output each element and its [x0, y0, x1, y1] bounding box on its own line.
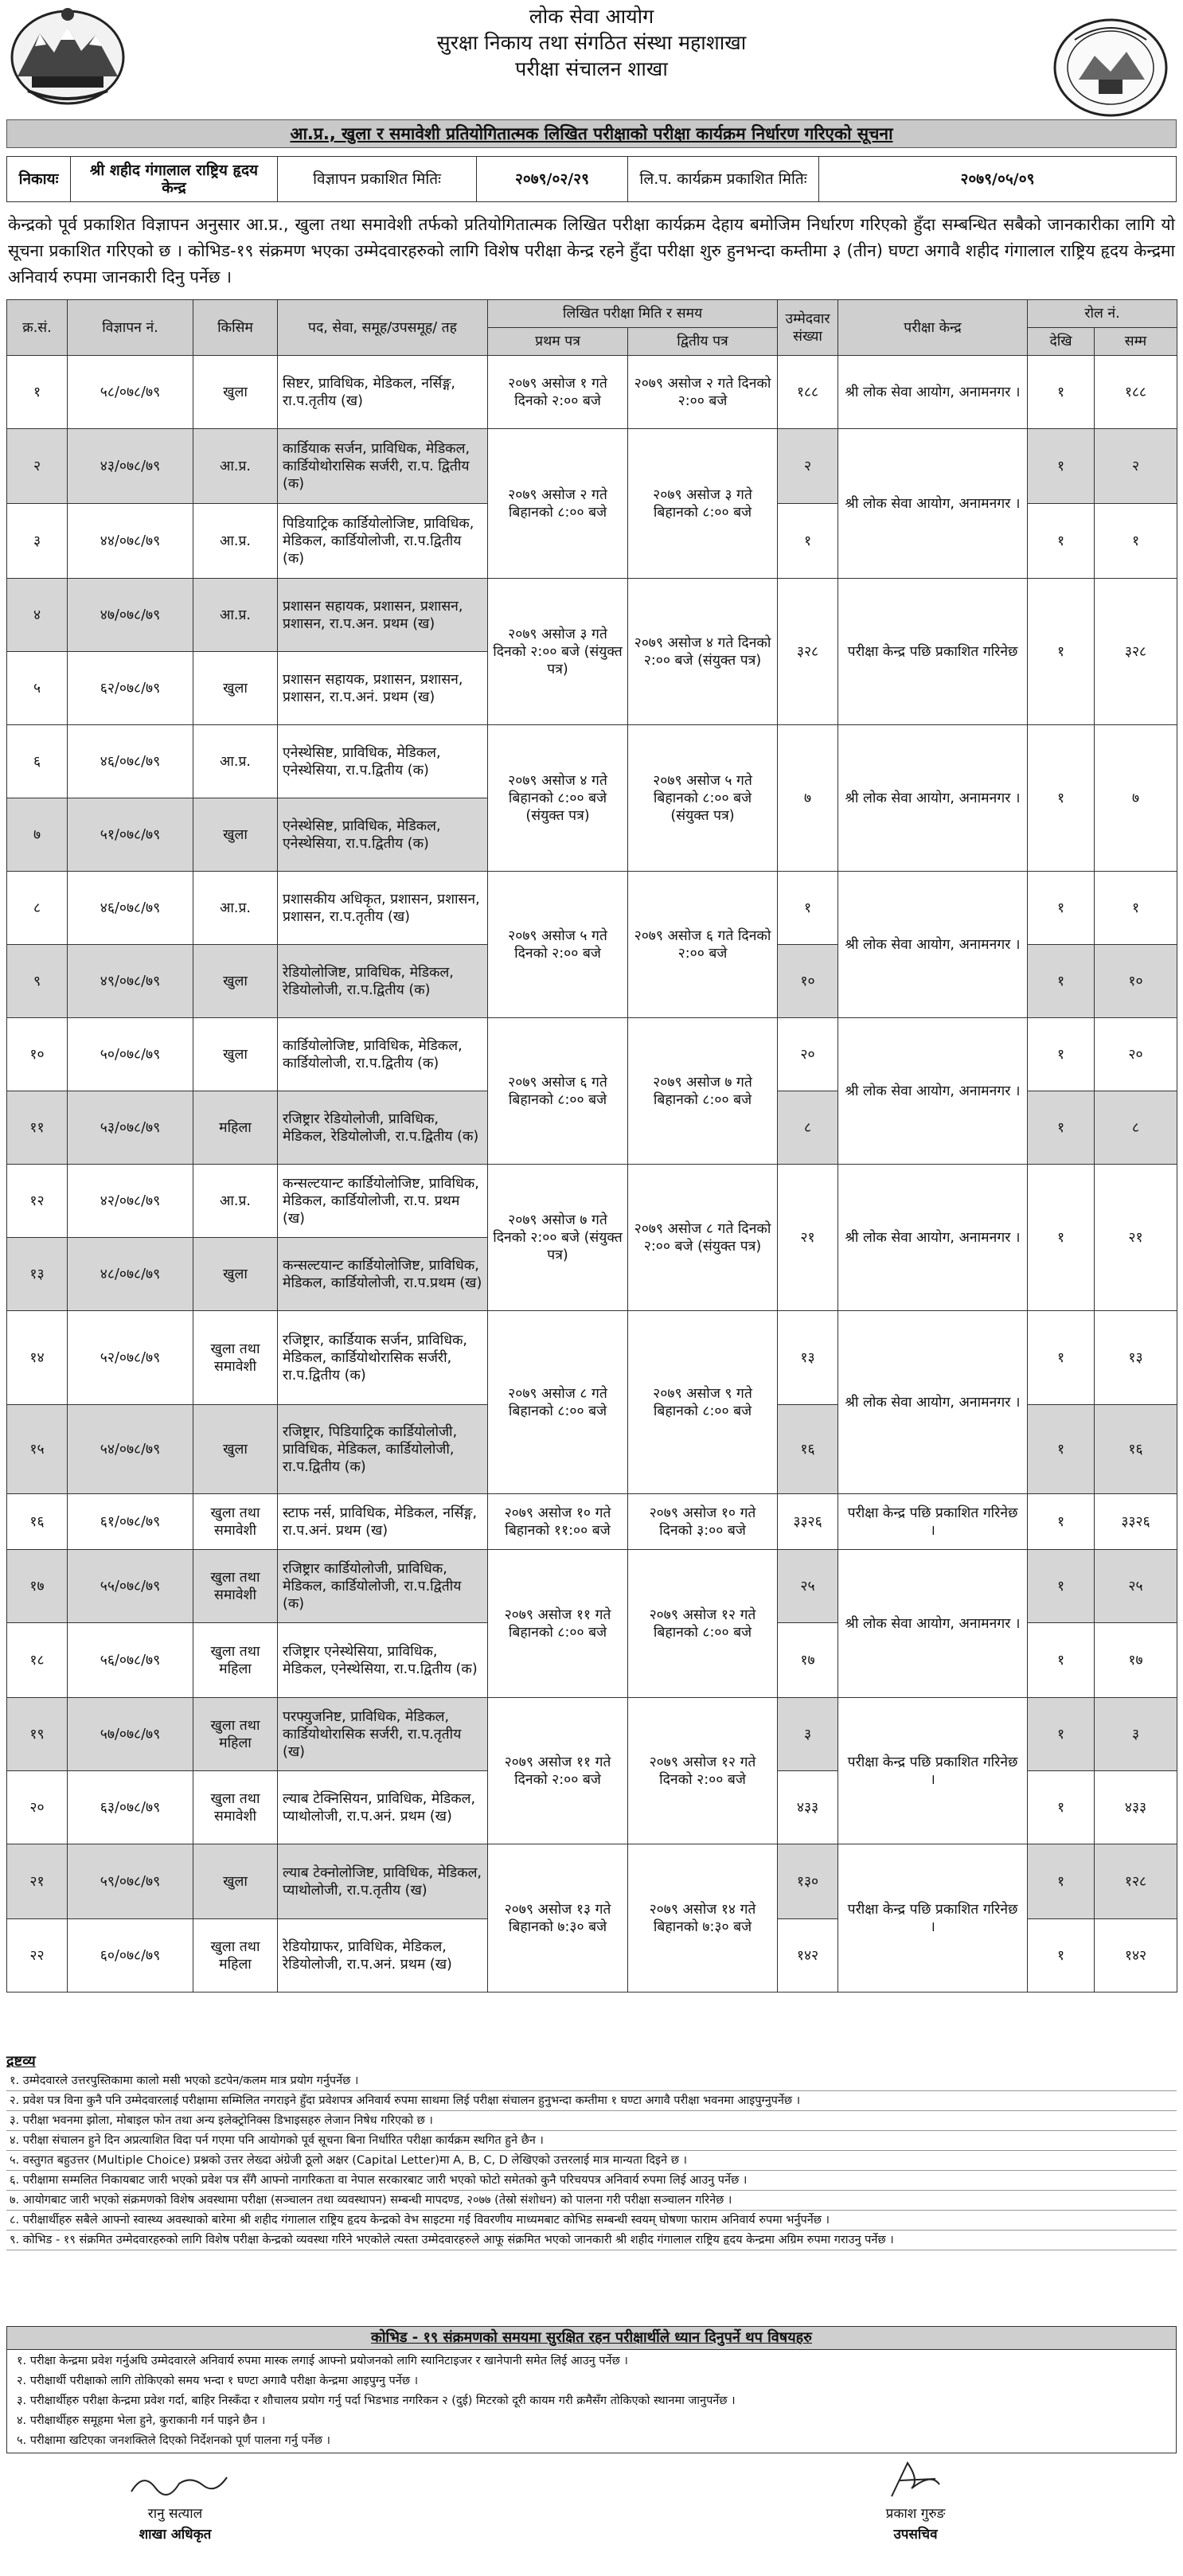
cell-roll-to: १६	[1095, 1405, 1177, 1494]
cell-type: खुला तथा समावेशी	[193, 1771, 278, 1844]
prog-date-value: २०७९/०५/०९	[960, 170, 1035, 188]
cell-count: ३२८	[778, 579, 838, 725]
table-row	[7, 429, 1177, 504]
cell-type: खुला	[193, 356, 278, 429]
cell-type: खुला	[193, 652, 278, 725]
cell-paper1: २०७९ असोज ७ गते दिनको २:०० बजे (संयुक्त पत्र)	[488, 1165, 628, 1311]
cell-type: आ.प्र.	[193, 429, 278, 504]
cell-post: रेडियोलोजिष्ट, प्राविधिक, मेडिकल, रेडियोलोजी, रा.प.द्वितीय (क)	[278, 945, 488, 1018]
cell-sn: ३	[7, 504, 68, 579]
cell-adv: ५५/०७८/७९	[68, 1550, 193, 1623]
header-line-1: लोक सेवा आयोग	[529, 5, 654, 28]
covid-item: २. परीक्षार्थी परीक्षाको लागि तोकिएको समय भन्दा १ घण्टा अगावै परीक्षा केन्द्रमा आइपुग्नु पर्नेछ ।	[17, 2375, 419, 2387]
left-signatory-title: शाखा अधिकृत	[139, 2527, 212, 2543]
table-row	[7, 1311, 1177, 1405]
cell-adv: ५८/०७८/७९	[68, 356, 193, 429]
note-item: ६. परीक्षामा सम्मलित निकायबाट जारी भएको प्रवेश पत्र सँगै आफ्नो नागरिकता वा नेपाल सरकारबाट जारी भएको फोटो समेतको कुनै परिचयपत्र अनिवार्य रुपमा लिई आउनु पर्नेछ ।	[6, 2171, 1177, 2191]
cell-count: २	[778, 429, 838, 504]
header-adv: विज्ञापन नं.	[68, 300, 193, 356]
covid-item: ३. परीक्षार्थीहरु परीक्षा केन्द्रमा प्रवेश गर्दा, बाहिर निस्कँदा र शौचालय प्रयोग गर्नु पर्दा भिडभाड नगरिकन २ (दुई) मिटरको दूरी कायम गरी क्रमैसँग तोकिएको स्थानमा जानुपर्नेछ ।	[17, 2395, 736, 2407]
cell-roll-from: १	[1028, 1623, 1095, 1698]
note-item: ५. वस्तुगत बहुउत्तर (Multiple Choice) प्रश्नको उत्तर लेख्दा अंग्रेजी ठूलो अक्षर (Capital Letter)मा A, B, C, D लेखिएको उत्तरलाई मात्र मान्यता दिइने छ ।	[6, 2151, 1177, 2171]
cell-post: पिडियाट्रिक कार्डियोलोजिष्ट, प्राविधिक, मेडिकल, कार्डियोलोजी, रा.प.द्वितीय (क)	[278, 504, 488, 579]
cell-post: ल्याब टेक्नोलोजिष्ट, प्राविधिक, मेडिकल, प्याथोलोजी, रा.प.तृतीय (ख)	[278, 1844, 488, 1919]
cell-adv: ५६/०७८/७९	[68, 1623, 193, 1698]
cell-roll-from: १	[1028, 504, 1095, 579]
cell-center: श्री लोक सेवा आयोग, अनामनगर ।	[838, 1550, 1028, 1698]
notes-heading: द्रष्टव्य	[6, 2053, 36, 2070]
note-item: ४. परीक्षा संचालन हुने दिन अप्रत्याशित विदा पर्न गएमा पनि आयोगको पूर्व सूचना बिना निर्धारित परीक्षा कार्यक्रम स्थगित हुने छैन ।	[6, 2131, 1177, 2151]
table-row	[7, 579, 1177, 652]
cell-count: ३३२६	[778, 1494, 838, 1550]
cell-roll-from: १	[1028, 1698, 1095, 1771]
cell-roll-to: १३	[1095, 1311, 1177, 1405]
cell-center: श्री लोक सेवा आयोग, अनामनगर ।	[838, 356, 1028, 429]
cell-sn: ७	[7, 798, 68, 872]
cell-post: स्टाफ नर्स, प्राविधिक, मेडिकल, नर्सिङ्ग, रा.प.अनं. प्रथम (ख)	[278, 1494, 488, 1550]
cell-count: १३	[778, 1311, 838, 1405]
cell-sn: १७	[7, 1550, 68, 1623]
cell-count: १०	[778, 945, 838, 1018]
cell-paper1: २०७९ असोज १ गते दिनको २:०० बजे	[488, 356, 628, 429]
cell-sn: १०	[7, 1018, 68, 1091]
cell-count: ३	[778, 1698, 838, 1771]
cell-adv: ४६/०७८/७९	[68, 872, 193, 945]
cell-adv: ४९/०७८/७९	[68, 945, 193, 1018]
cell-type: खुला	[193, 945, 278, 1018]
prog-date-label: लि.प. कार्यक्रम प्रकाशित मितिः	[628, 157, 819, 201]
cell-type: आ.प्र.	[193, 725, 278, 798]
header-type: किसिम	[193, 300, 278, 356]
header-paper2: द्वितीय पत्र	[628, 328, 778, 356]
cell-center: श्री लोक सेवा आयोग, अनामनगर ।	[838, 1311, 1028, 1494]
cell-center: श्री लोक सेवा आयोग, अनामनगर ।	[838, 1018, 1028, 1165]
cell-roll-from: १	[1028, 429, 1095, 504]
cell-sn: ४	[7, 579, 68, 652]
covid-guidelines-box	[6, 2326, 1177, 2453]
cell-type: महिला	[193, 1091, 278, 1165]
cell-paper2: २०७९ असोज ६ गते दिनको २:०० बजे	[628, 872, 778, 1018]
table-row	[7, 1018, 1177, 1091]
cell-type: खुला तथा समावेशी	[193, 1550, 278, 1623]
cell-roll-to: २१	[1095, 1165, 1177, 1311]
cell-paper1: २०७९ असोज ५ गते दिनको २:०० बजे	[488, 872, 628, 1018]
cell-sn: ५	[7, 652, 68, 725]
cell-roll-to: २०	[1095, 1018, 1177, 1091]
cell-sn: २०	[7, 1771, 68, 1844]
cell-count: १८८	[778, 356, 838, 429]
cell-paper2: २०७९ असोज २ गते दिनको २:०० बजे	[628, 356, 778, 429]
cell-count: १	[778, 872, 838, 945]
cell-center: परीक्षा केन्द्र पछि प्रकाशित गरिनेछ ।	[838, 1494, 1028, 1550]
cell-post: कन्सल्टयान्ट कार्डियोलोजिष्ट, प्राविधिक, मेडिकल, कार्डियोलोजी, रा.प. प्रथम (ख)	[278, 1165, 488, 1238]
cell-adv: ६३/०७८/७९	[68, 1771, 193, 1844]
cell-roll-from: १	[1028, 945, 1095, 1018]
note-item: १. उम्मेदवारले उत्तरपुस्तिकामा कालो मसी भएको डटपेन/कलम मात्र प्रयोग गर्नुपर्नेछ ।	[6, 2071, 1177, 2091]
right-signature-icon	[876, 2457, 955, 2504]
cell-roll-from: १	[1028, 725, 1095, 872]
cell-adv: ४४/०७८/७९	[68, 504, 193, 579]
table-row	[7, 1698, 1177, 1771]
cell-center: परीक्षा केन्द्र पछि प्रकाशित गरिनेछ ।	[838, 1698, 1028, 1844]
cell-roll-from: १	[1028, 1844, 1095, 1919]
note-item: ७. आयोगबाट जारी भएको संक्रमणको विशेष अवस्थामा परीक्षा (सञ्चालन तथा व्यवस्थापन) सम्बन्धी मापदण्ड, २०७७ (तेस्रो संशोधन) को पालना गरी परीक्षा सञ्चालन गरिनेछ ।	[6, 2191, 1177, 2211]
cell-count: ७	[778, 725, 838, 872]
cell-adv: ६१/०७८/७९	[68, 1494, 193, 1550]
cell-roll-to: ३३२६	[1095, 1494, 1177, 1550]
header-paper1: प्रथम पत्र	[488, 328, 628, 356]
adv-date-value: २०७९/०२/२९	[477, 157, 628, 201]
cell-sn: २२	[7, 1919, 68, 1992]
cell-roll-from: १	[1028, 579, 1095, 725]
cell-roll-from: १	[1028, 1165, 1095, 1311]
cell-post: रेडियोग्राफर, प्राविधिक, मेडिकल, रेडियोलोजी, रा.प.अनं. प्रथम (ख)	[278, 1919, 488, 1992]
header-sn: क्र.सं.	[7, 300, 68, 356]
cell-center: श्री लोक सेवा आयोग, अनामनगर ।	[838, 429, 1028, 579]
cell-paper1: २०७९ असोज ११ गते बिहानको ८:०० बजे	[488, 1550, 628, 1698]
cell-paper2: २०७९ असोज ३ गते बिहानको ८:०० बजे	[628, 429, 778, 579]
header-from: देखि	[1028, 328, 1095, 356]
cell-sn: १	[7, 356, 68, 429]
cell-count: १	[778, 504, 838, 579]
cell-type: आ.प्र.	[193, 504, 278, 579]
cell-sn: ८	[7, 872, 68, 945]
info-row	[6, 156, 1177, 202]
cell-paper1: २०७९ असोज १० गते बिहानको ११:०० बजे	[488, 1494, 628, 1550]
cell-type: खुला तथा महिला	[193, 1623, 278, 1698]
cell-count: १६	[778, 1405, 838, 1494]
table-row	[7, 1844, 1177, 1919]
psc-logo-icon	[1051, 16, 1170, 119]
header-post: पद, सेवा, समूह/उपसमूह/ तह	[278, 300, 488, 356]
cell-type: खुला	[193, 1405, 278, 1494]
cell-roll-to: ३२८	[1095, 579, 1177, 725]
cell-adv: ५७/०७८/७९	[68, 1698, 193, 1771]
cell-sn: १९	[7, 1698, 68, 1771]
left-signatory-name: रानु सत्याल	[147, 2506, 203, 2522]
cell-type: आ.प्र.	[193, 1165, 278, 1238]
cell-center: श्री लोक सेवा आयोग, अनामनगर ।	[838, 872, 1028, 1018]
right-signatory-title: उपसचिव	[893, 2527, 938, 2543]
cell-roll-from: १	[1028, 1405, 1095, 1494]
cell-type: खुला तथा महिला	[193, 1698, 278, 1771]
cell-type: खुला	[193, 798, 278, 872]
cell-post: परफ्युजनिष्ट, प्राविधिक, मेडिकल, कार्डियोथोरासिक सर्जरी, रा.प.तृतीय (ख)	[278, 1698, 488, 1771]
intro-paragraph: केन्द्रको पूर्व प्रकाशित विज्ञापन अनुसार आ.प्र., खुला तथा समावेशी तर्फको प्रतियोगितात्मक लिखित परीक्षा कार्यक्रम देहाय बमोजिम निर्धारण गरिएको हुँदा सम्बन्धित सबैको जानकारीका लागि यो सूचना प्रकाशित गरिएको छ । कोभिड-१९ संक्रमण भएका उम्मेदवारहरुको लागि विशेष परीक्षा केन्द्र रहने हुँदा परीक्षा शुरु हुनभन्दा कम्तीमा ३ (तीन) घण्टा अगावै शहीद गंगालाल राष्ट्रिय हृदय केन्द्रमा अनिवार्य रुपमा जानकारी दिनु पर्नेछ ।	[8, 215, 1175, 287]
cell-roll-to: ८	[1095, 1091, 1177, 1165]
cell-type: खुला	[193, 1018, 278, 1091]
note-item: ९. कोभिड - १९ संक्रमित उम्मेदवारहरुको लागि विशेष परीक्षा केन्द्रको व्यवस्था गरिने भएकोले त्यस्ता उम्मेदवारहरुले आफू संक्रमित भएको जानकारी श्री शहीद गंगालाल राष्ट्रिय हृदय केन्द्रमा अग्रिम रुपमा गराउनु पर्नेछ ।	[6, 2231, 1177, 2250]
cell-roll-from: १	[1028, 1771, 1095, 1844]
cell-post: एनेस्थेसिष्ट, प्राविधिक, मेडिकल, एनेस्थेसिया, रा.प.द्वितीय (क)	[278, 725, 488, 798]
cell-type: खुला तथा समावेशी	[193, 1494, 278, 1550]
cell-adv: ५९/०७८/७९	[68, 1844, 193, 1919]
cell-sn: १३	[7, 1238, 68, 1311]
cell-sn: १८	[7, 1623, 68, 1698]
cell-roll-from: १	[1028, 356, 1095, 429]
exam-schedule-table	[6, 299, 1177, 1992]
cell-post: प्रशासकीय अधिकृत, प्रशासन, प्रशासन, प्रशासन, रा.प.तृतीय (ख)	[278, 872, 488, 945]
notes-section	[6, 2052, 1177, 2250]
cell-paper2: २०७९ असोज १२ गते बिहानको ८:०० बजे	[628, 1550, 778, 1698]
covid-list	[7, 2350, 1176, 2453]
covid-item: ५. परीक्षामा खटिएका जनशक्तिले दिएको निर्देशनको पूर्ण पालना गर्नु पर्नेछ ।	[17, 2434, 331, 2447]
cell-post: रजिष्ट्रार रेडियोलोजी, प्राविधिक, मेडिकल, रेडियोलोजी, रा.प.द्वितीय (क)	[278, 1091, 488, 1165]
cell-sn: ६	[7, 725, 68, 798]
notice-title-bar	[6, 119, 1177, 148]
cell-sn: ११	[7, 1091, 68, 1165]
covid-item: ४. परीक्षार्थीहरु समूहमा भेला हुने, कुराकानी गर्न पाइने छैन ।	[17, 2414, 266, 2427]
notice-title: आ.प्र., खुला र समावेशी प्रतियोगितात्मक लिखित परीक्षाको परीक्षा कार्यक्रम निर्धारण गरिएको सूचना	[290, 124, 893, 143]
cell-sn: १५	[7, 1405, 68, 1494]
cell-sn: २१	[7, 1844, 68, 1919]
cell-post: रजिष्ट्रार, कार्डियाक सर्जन, प्राविधिक, मेडिकल, कार्डियोथोरासिक सर्जरी, रा.प.द्वितीय (क)	[278, 1311, 488, 1405]
cell-adv: ४२/०७८/७९	[68, 1165, 193, 1238]
table-row	[7, 725, 1177, 798]
cell-adv: ५१/०७८/७९	[68, 798, 193, 872]
cell-count: ८	[778, 1091, 838, 1165]
cell-roll-to: १	[1095, 504, 1177, 579]
cell-roll-to: ७	[1095, 725, 1177, 872]
cell-paper2: २०७९ असोज १४ गते बिहानको ७:३० बजे	[628, 1844, 778, 1992]
cell-roll-from: १	[1028, 1494, 1095, 1550]
cell-count: २५	[778, 1550, 838, 1623]
cell-paper2: २०७९ असोज ९ गते बिहानको ८:०० बजे	[628, 1311, 778, 1494]
org-label: निकायः	[7, 157, 71, 201]
cell-post: प्रशासन सहायक, प्रशासन, प्रशासन, प्रशासन, रा.प.अन. प्रथम (ख)	[278, 579, 488, 652]
cell-post: कार्डियोलोजिष्ट, प्राविधिक, मेडिकल, कार्डियोलोजी, रा.प.द्वितीय (क)	[278, 1018, 488, 1091]
cell-adv: ६०/०७८/७९	[68, 1919, 193, 1992]
header-center: परीक्षा केन्द्र	[838, 300, 1028, 356]
cell-center: परीक्षा केन्द्र पछि प्रकाशित गरिनेछ	[838, 579, 1028, 725]
cell-sn: १४	[7, 1311, 68, 1405]
cell-paper1: २०७९ असोज २ गते बिहानको ८:०० बजे	[488, 429, 628, 579]
cell-post: रजिष्ट्रार, पिडियाट्रिक कार्डियोलोजी, प्राविधिक, मेडिकल, कार्डियोलोजी, रा.प.द्वितीय (क)	[278, 1405, 488, 1494]
header-written: लिखित परीक्षा मिति र समय	[488, 300, 778, 328]
cell-roll-from: १	[1028, 1550, 1095, 1623]
cell-adv: ५४/०७८/७९	[68, 1405, 193, 1494]
cell-adv: ४७/०७८/७९	[68, 579, 193, 652]
cell-adv: ६२/०७८/७९	[68, 652, 193, 725]
header-count: उम्मेदवार संख्या	[778, 300, 838, 356]
cell-roll-to: १४२	[1095, 1919, 1177, 1992]
cell-sn: २	[7, 429, 68, 504]
cell-count: १४२	[778, 1919, 838, 1992]
cell-type: आ.प्र.	[193, 579, 278, 652]
org-value: श्री शहीद गंगालाल राष्ट्रिय हृदय केन्द्र	[71, 157, 278, 201]
cell-count: १३०	[778, 1844, 838, 1919]
table-row	[7, 1165, 1177, 1238]
cell-paper2: २०७९ असोज ८ गते दिनको २:०० बजे (संयुक्त पत्र)	[628, 1165, 778, 1311]
table-row	[7, 1494, 1177, 1550]
cell-paper1: २०७९ असोज १३ गते बिहानको ७:३० बजे	[488, 1844, 628, 1992]
cell-center: परीक्षा केन्द्र पछि प्रकाशित गरिनेछ ।	[838, 1844, 1028, 1992]
left-signature-icon	[127, 2468, 231, 2500]
cell-type: खुला	[193, 1844, 278, 1919]
cell-post: ल्याब टेक्निसियन, प्राविधिक, मेडिकल, प्याथोलोजी, रा.प.अनं. प्रथम (ख)	[278, 1771, 488, 1844]
cell-type: खुला तथा महिला	[193, 1919, 278, 1992]
cell-roll-to: ३	[1095, 1698, 1177, 1771]
covid-item: १. परीक्षा केन्द्रमा प्रवेश गर्नुअघि उम्मेदवारले अनिवार्य रुपमा मास्क लगाई आफ्नो प्रयोजनको लागि स्यानिटाइजर र खानेपानी समेत लिई आउनु पर्नेछ ।	[17, 2355, 628, 2367]
cell-post: सिष्टर, प्राविधिक, मेडिकल, नर्सिङ्ग, रा.प.तृतीय (ख)	[278, 356, 488, 429]
cell-paper2: २०७९ असोज ७ गते बिहानको ८:०० बजे	[628, 1018, 778, 1165]
cell-roll-from: १	[1028, 1018, 1095, 1091]
cell-adv: ४३/०७८/७९	[68, 429, 193, 504]
cell-post: रजिष्ट्रार कार्डियोलोजी, प्राविधिक, मेडिकल, कार्डियोलोजी, रा.प.द्वितीय (क)	[278, 1550, 488, 1623]
cell-roll-to: १८८	[1095, 356, 1177, 429]
cell-count: २०	[778, 1018, 838, 1091]
cell-count: ४३३	[778, 1771, 838, 1844]
cell-roll-to: १०	[1095, 945, 1177, 1018]
cell-paper1: २०७९ असोज ४ गते बिहानको ८:०० बजे (संयुक्त पत्र)	[488, 725, 628, 872]
cell-paper2: २०७९ असोज १२ गते दिनको २:०० बजे	[628, 1698, 778, 1844]
cell-type: खुला तथा समावेशी	[193, 1311, 278, 1405]
cell-adv: ५३/०७८/७९	[68, 1091, 193, 1165]
cell-sn: १२	[7, 1165, 68, 1238]
cell-paper2: २०७९ असोज ४ गते दिनको २:०० बजे (संयुक्त पत्र)	[628, 579, 778, 725]
covid-heading: कोभिड - १९ संक्रमणको समयमा सुरक्षित रहन परीक्षार्थीले ध्यान दिनुपर्ने थप विषयहरु	[7, 2327, 1176, 2350]
cell-post: रजिष्ट्रार एनेस्थेसिया, प्राविधिक, मेडिकल, एनेस्थेसिया, रा.प.द्वितीय (क)	[278, 1623, 488, 1698]
cell-paper1: २०७९ असोज ८ गते बिहानको ८:०० बजे	[488, 1311, 628, 1494]
cell-roll-to: २५	[1095, 1550, 1177, 1623]
cell-sn: ९	[7, 945, 68, 1018]
note-item: ८. परीक्षार्थीहरु सबैले आफ्नो स्वास्थ्य अवस्थाको बारेमा श्री शहीद गंगालाल राष्ट्रिय हृदय केन्द्रको वेभ साइटमा गई विवरणीय माध्यमबाट कोभिड सम्बन्धी स्वयम् घोषणा फाराम अनिवार्य रुपमा भर्नुपर्नेछ ।	[6, 2211, 1177, 2231]
cell-roll-to: १७	[1095, 1623, 1177, 1698]
table-row	[7, 356, 1177, 429]
header-line-2: सुरक्षा निकाय तथा संगठित संस्था महाशाखा	[436, 31, 747, 54]
right-signatory-name: प्रकाश गुरुङ	[885, 2506, 946, 2522]
header-roll: रोल नं.	[1028, 300, 1177, 328]
cell-roll-to: १२८	[1095, 1844, 1177, 1919]
notes-list	[6, 2071, 1177, 2250]
cell-paper2: २०७९ असोज ५ गते बिहानको ८:०० बजे (संयुक्त पत्र)	[628, 725, 778, 872]
cell-adv: ५०/०७८/७९	[68, 1018, 193, 1091]
cell-paper1: २०७९ असोज ११ गते दिनको २:०० बजे	[488, 1698, 628, 1844]
cell-adv: ४८/०७८/७९	[68, 1238, 193, 1311]
cell-roll-to: ४३३	[1095, 1771, 1177, 1844]
cell-post: कार्डियाक सर्जन, प्राविधिक, मेडिकल, कार्डियोथोरासिक सर्जरी, रा.प. द्वितीय (क)	[278, 429, 488, 504]
cell-type: खुला	[193, 1238, 278, 1311]
cell-post: एनेस्थेसिष्ट, प्राविधिक, मेडिकल, एनेस्थेसिया, रा.प.द्वितीय (क)	[278, 798, 488, 872]
note-item: २. प्रवेश पत्र विना कुनै पनि उम्मेदवारलाई परीक्षामा सम्मिलित नगराइने हुँदा प्रवेशपत्र अनिवार्य रुपमा साथमा लिई परीक्षा संचालन हुनुभन्दा कम्तीमा १ घण्टा अगावै परीक्षा भवनमा आइपुग्नुपर्नेछ ।	[6, 2091, 1177, 2111]
table-row	[7, 872, 1177, 945]
cell-count: २१	[778, 1165, 838, 1311]
cell-roll-from: १	[1028, 1091, 1095, 1165]
cell-roll-to: २	[1095, 429, 1177, 504]
cell-type: आ.प्र.	[193, 872, 278, 945]
cell-roll-from: १	[1028, 872, 1095, 945]
cell-sn: १६	[7, 1494, 68, 1550]
note-item: ३. परीक्षा भवनमा झोला, मोबाइल फोन तथा अन्य इलेक्ट्रोनिक्स डिभाइसहरु लेजान निषेध गरिएको छ ।	[6, 2111, 1177, 2131]
cell-adv: ५२/०७८/७९	[68, 1311, 193, 1405]
adv-date-label: विज्ञापन प्रकाशित मितिः	[278, 157, 477, 201]
cell-roll-to: १	[1095, 872, 1177, 945]
cell-roll-from: १	[1028, 1919, 1095, 1992]
table-row	[7, 1550, 1177, 1623]
cell-adv: ४६/०७८/७९	[68, 725, 193, 798]
cell-center: श्री लोक सेवा आयोग, अनामनगर ।	[838, 1165, 1028, 1311]
cell-paper1: २०७९ असोज ३ गते दिनको २:०० बजे (संयुक्त पत्र)	[488, 579, 628, 725]
cell-post: प्रशासन सहायक, प्रशासन, प्रशासन, प्रशासन, रा.प.अनं. प्रथम (ख)	[278, 652, 488, 725]
header-to: सम्म	[1095, 328, 1177, 356]
header-line-3: परीक्षा संचालन शाखा	[515, 57, 668, 80]
cell-roll-from: १	[1028, 1311, 1095, 1405]
cell-paper1: २०७९ असोज ६ गते बिहानको ८:०० बजे	[488, 1018, 628, 1165]
cell-paper2: २०७९ असोज १० गते दिनको ३:०० बजे	[628, 1494, 778, 1550]
cell-center: श्री लोक सेवा आयोग, अनामनगर ।	[838, 725, 1028, 872]
cell-post: कन्सल्टयान्ट कार्डियोलोजिष्ट, प्राविधिक, मेडिकल, कार्डियोलोजी, रा.प.प्रथम (ख)	[278, 1238, 488, 1311]
cell-count: १७	[778, 1623, 838, 1698]
